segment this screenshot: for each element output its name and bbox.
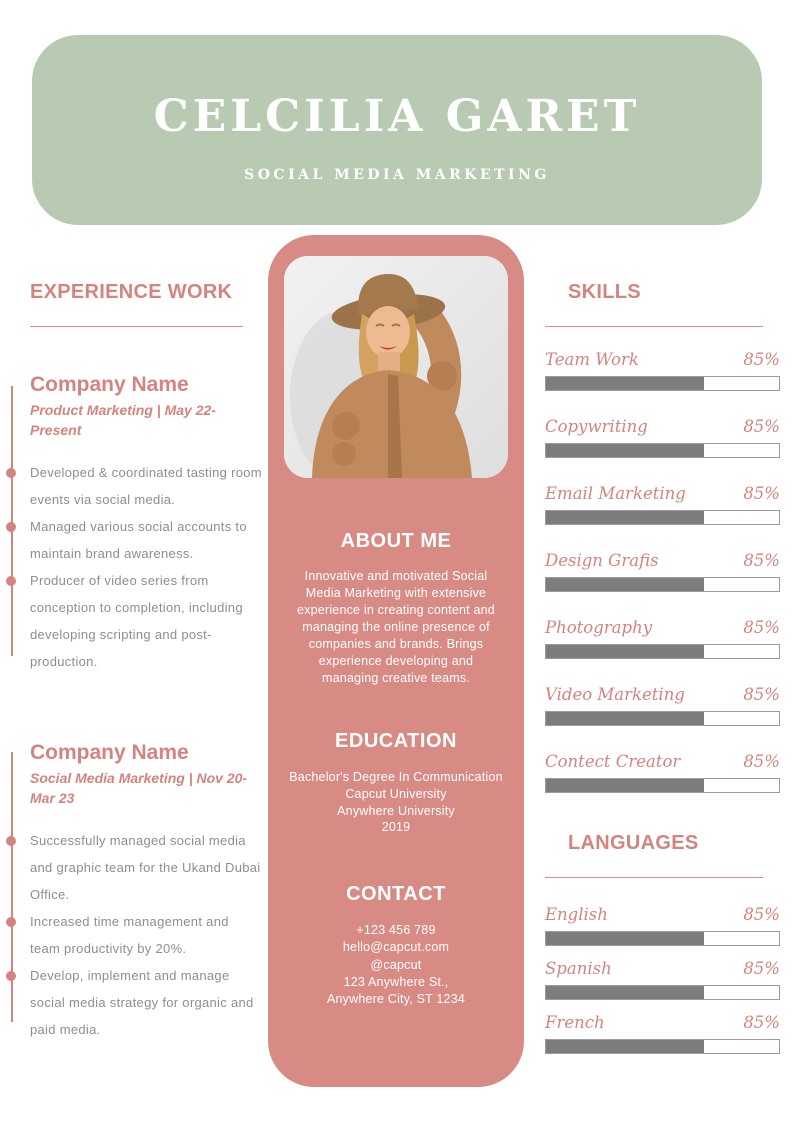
contact-phone: +123 456 789 — [356, 923, 436, 938]
skill-percent: 85% — [743, 350, 780, 369]
language-row — [545, 959, 780, 1000]
language-progress-fill — [546, 1040, 704, 1053]
language-progress-bar — [545, 985, 780, 1000]
language-row — [545, 905, 780, 946]
header-banner — [32, 35, 762, 225]
skill-label: Photography — [545, 618, 653, 637]
experience-heading: EXPERIENCE WORK — [30, 281, 233, 303]
experience-job-1 — [30, 373, 262, 675]
skill-progress-bar — [545, 376, 780, 391]
experience-job-2 — [30, 741, 262, 1043]
skill-percent: 85% — [743, 618, 780, 637]
skill-progress-fill — [546, 712, 704, 725]
skill-percent: 85% — [743, 551, 780, 570]
job-bullet: Develop, implement and manage social media strategy for organic and paid media. — [30, 962, 262, 1043]
skill-progress-fill — [546, 377, 704, 390]
education-line: Anywhere University — [337, 803, 455, 818]
languages-heading: LANGUAGES — [568, 832, 699, 854]
person-role: SOCIAL MEDIA MARKETING — [244, 167, 550, 183]
contact-handle: @capcut — [370, 957, 422, 972]
contact-address-2: Anywhere City, ST 1234 — [326, 992, 466, 1006]
skill-percent: 85% — [743, 752, 780, 771]
skills-heading: SKILLS — [568, 281, 641, 303]
section-divider — [545, 877, 763, 878]
job-bullet-list — [30, 459, 262, 675]
skill-label: Email Marketing — [545, 484, 686, 503]
skill-percent: 85% — [743, 484, 780, 503]
company-name: Company Name — [30, 741, 189, 764]
job-meta: Product Marketing | May 22-Present — [30, 402, 216, 438]
skill-label: Team Work — [545, 350, 639, 369]
skills-list — [545, 350, 780, 793]
language-percent: 85% — [743, 905, 780, 924]
skill-row — [545, 350, 780, 391]
skill-percent: 85% — [743, 685, 780, 704]
language-label: Spanish — [545, 959, 612, 978]
about-text: Innovative and motivated Social Media Marketing with extensive experience in creating content and managing the online presence of companies and brands. Brings experience developing and managing creative teams. — [297, 569, 495, 685]
skills-section — [545, 280, 780, 819]
job-bullet: Increased time management and team productivity by 20%. — [30, 908, 262, 962]
skill-progress-fill — [546, 444, 704, 457]
skill-progress-bar — [545, 644, 780, 659]
education-heading: EDUCATION — [335, 730, 457, 752]
language-progress-fill — [546, 932, 704, 945]
contact-address-1: 123 Anywhere St., — [343, 974, 449, 989]
company-name: Company Name — [30, 373, 189, 396]
skill-row — [545, 752, 780, 793]
job-bullet: Successfully managed social media and graphic team for the Ukand Dubai Office. — [30, 827, 262, 908]
timeline-line-1 — [11, 386, 13, 656]
education-line: Bachelor's Degree In Communication — [289, 770, 503, 784]
contact-heading: CONTACT — [346, 883, 446, 906]
education-lines — [268, 769, 524, 836]
skill-progress-bar — [545, 577, 780, 592]
skill-label: Contect Creator — [545, 752, 681, 771]
job-bullet: Managed various social accounts to maintain brand awareness. — [30, 513, 262, 567]
skill-label: Video Marketing — [545, 685, 685, 704]
skill-progress-bar — [545, 443, 780, 458]
skill-progress-fill — [546, 779, 704, 792]
language-percent: 85% — [743, 959, 780, 978]
skill-label: Copywriting — [545, 417, 648, 436]
profile-column — [268, 235, 524, 1087]
skill-progress-bar — [545, 778, 780, 793]
skill-row — [545, 618, 780, 659]
job-bullet: Developed & coordinated tasting room events via social media. — [30, 459, 262, 513]
job-bullet: Producer of video series from conception to completion, including developing scripting and post-production. — [30, 567, 262, 675]
skill-progress-fill — [546, 578, 704, 591]
language-progress-bar — [545, 931, 780, 946]
languages-list — [545, 905, 780, 1054]
skill-progress-bar — [545, 711, 780, 726]
skill-row — [545, 484, 780, 525]
skill-row — [545, 551, 780, 592]
timeline-line-2 — [11, 752, 13, 1022]
skill-progress-fill — [546, 645, 704, 658]
job-meta: Social Media Marketing | Nov 20-Mar 23 — [30, 770, 248, 806]
section-divider — [545, 326, 763, 327]
languages-section — [545, 831, 780, 1067]
contact-email: hello@capcut.com — [342, 940, 450, 955]
contact-lines — [268, 922, 524, 1008]
language-row — [545, 1013, 780, 1054]
job-bullet-list — [30, 827, 262, 1043]
language-label: French — [545, 1013, 605, 1032]
experience-section — [30, 280, 262, 1043]
skill-row — [545, 685, 780, 726]
person-name: CELCILIA GARET — [153, 91, 641, 142]
education-line: Capcut University — [345, 786, 447, 801]
skill-label: Design Grafis — [545, 551, 659, 570]
skill-row — [545, 417, 780, 458]
profile-photo — [284, 256, 508, 478]
section-divider — [30, 326, 243, 327]
language-progress-bar — [545, 1039, 780, 1054]
education-line: 2019 — [381, 820, 411, 835]
about-heading: ABOUT ME — [340, 530, 452, 552]
language-progress-fill — [546, 986, 704, 999]
language-label: English — [545, 905, 608, 924]
skill-progress-fill — [546, 511, 704, 524]
language-percent: 85% — [743, 1013, 780, 1032]
skill-percent: 85% — [743, 417, 780, 436]
skill-progress-bar — [545, 510, 780, 525]
